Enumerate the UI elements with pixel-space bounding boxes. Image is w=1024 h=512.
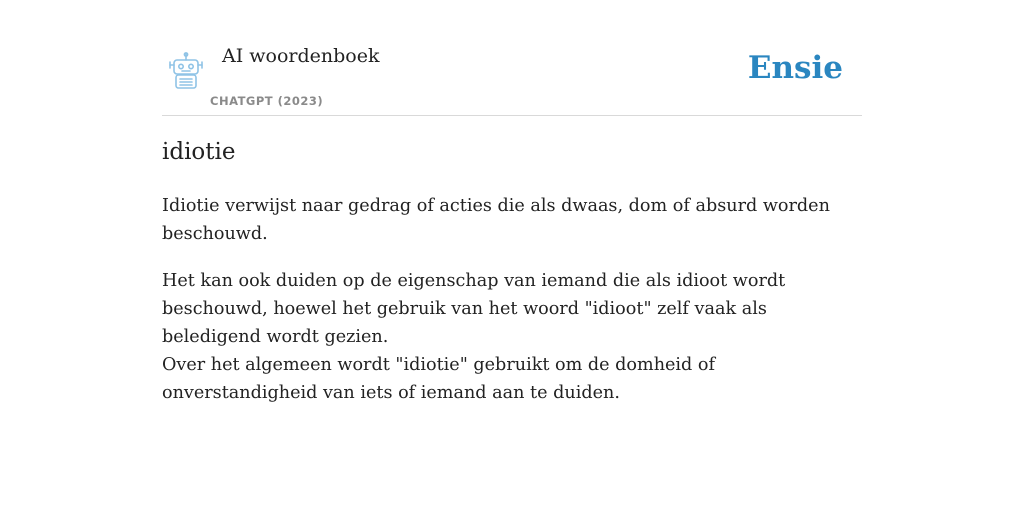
source-title: AI woordenboek xyxy=(222,45,380,67)
source-header xyxy=(162,0,862,116)
definition-paragraph: Idiotie verwijst naar gedrag of acties die als dwaas, dom of absurd worden beschouwd. xyxy=(162,196,830,244)
definition-paragraph: Over het algemeen wordt "idiotie" gebruikt om de domheid of onverstandigheid van iets of iemand aan te duiden. xyxy=(162,355,716,403)
entry-term: idiotie xyxy=(162,139,236,165)
definition-card xyxy=(162,0,862,403)
robot-icon xyxy=(166,52,206,90)
source-subtitle: CHATGPT (2023) xyxy=(210,94,324,108)
definition-paragraph: Het kan ook duiden op de eigenschap van iemand die als idioot wordt beschouwd, hoewel het gebruik van het woord "idioot" zelf vaak als beledigend wordt gezien. xyxy=(162,271,786,347)
brand-logo[interactable]: Ensie xyxy=(747,50,843,86)
